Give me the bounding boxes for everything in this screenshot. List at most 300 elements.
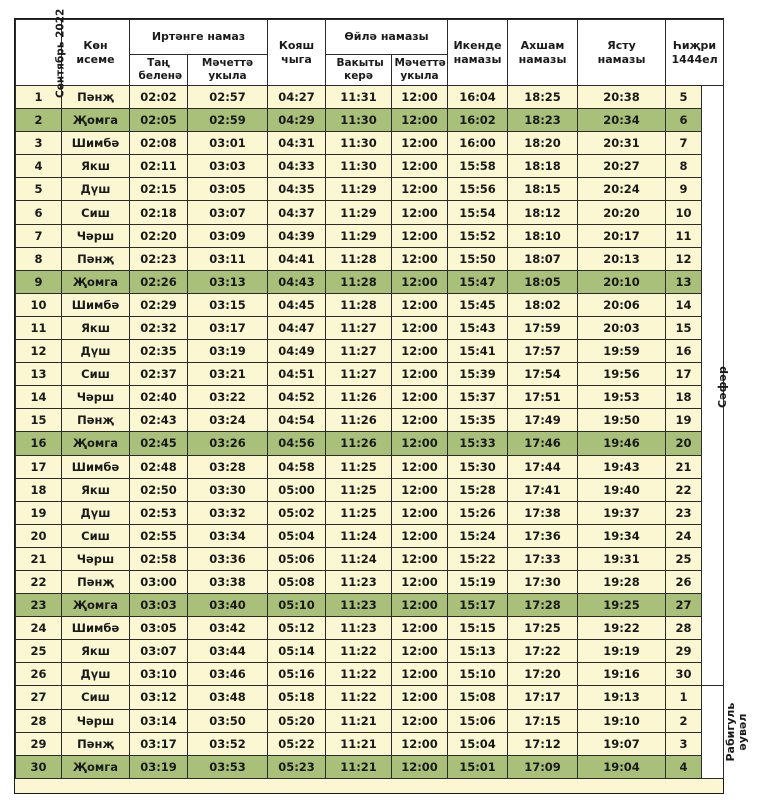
night-time: 20:34 [578, 109, 666, 132]
evening-time: 18:07 [508, 247, 578, 270]
morning-mosque-time: 03:53 [188, 755, 268, 778]
noon-mosque-time: 12:00 [392, 178, 448, 201]
noon-time: 11:27 [326, 316, 392, 339]
morning-mosque-time: 03:13 [188, 270, 268, 293]
day-number: 17 [16, 455, 62, 478]
header-time-enters: Вакыты керә [326, 55, 392, 86]
hijri-day: 14 [666, 293, 702, 316]
table-row [16, 270, 724, 293]
day-name: Пәнҗ [62, 86, 130, 109]
sunrise-time: 04:49 [268, 340, 326, 363]
sunrise-time: 04:54 [268, 409, 326, 432]
day-number: 19 [16, 501, 62, 524]
table-row [16, 201, 724, 224]
evening-time: 17:36 [508, 524, 578, 547]
noon-mosque-time: 12:00 [392, 547, 448, 570]
night-time: 19:34 [578, 524, 666, 547]
dawn-time: 02:15 [130, 178, 188, 201]
noon-time: 11:27 [326, 363, 392, 386]
afternoon-time: 15:04 [448, 732, 508, 755]
day-number: 30 [16, 755, 62, 778]
morning-mosque-time: 03:24 [188, 409, 268, 432]
morning-mosque-time: 03:22 [188, 386, 268, 409]
afternoon-time: 15:17 [448, 594, 508, 617]
noon-time: 11:30 [326, 155, 392, 178]
noon-time: 11:29 [326, 178, 392, 201]
morning-mosque-time: 03:05 [188, 178, 268, 201]
table-row [16, 132, 724, 155]
afternoon-time: 15:19 [448, 570, 508, 593]
header-day-name: Көн исеме [62, 20, 130, 86]
day-number: 7 [16, 224, 62, 247]
table-row [16, 247, 724, 270]
day-name: Пәнҗ [62, 409, 130, 432]
night-time: 20:24 [578, 178, 666, 201]
day-name: Шимбә [62, 617, 130, 640]
noon-mosque-time: 12:00 [392, 709, 448, 732]
morning-mosque-time: 03:38 [188, 570, 268, 593]
hijri-day: 23 [666, 501, 702, 524]
afternoon-time: 16:00 [448, 132, 508, 155]
afternoon-time: 16:02 [448, 109, 508, 132]
sunrise-time: 04:45 [268, 293, 326, 316]
morning-mosque-time: 03:26 [188, 432, 268, 455]
dawn-time: 03:12 [130, 686, 188, 709]
day-number: 14 [16, 386, 62, 409]
dawn-time: 02:45 [130, 432, 188, 455]
dawn-time: 02:23 [130, 247, 188, 270]
table-row [16, 478, 724, 501]
evening-time: 18:18 [508, 155, 578, 178]
header-afternoon: Икенде намазы [448, 20, 508, 86]
hijri-day: 3 [666, 732, 702, 755]
dawn-time: 02:55 [130, 524, 188, 547]
noon-time: 11:26 [326, 386, 392, 409]
morning-mosque-time: 03:11 [188, 247, 268, 270]
noon-time: 11:23 [326, 617, 392, 640]
day-number: 1 [16, 86, 62, 109]
evening-time: 17:57 [508, 340, 578, 363]
day-name: Чәрш [62, 547, 130, 570]
table-row [16, 570, 724, 593]
noon-mosque-time: 12:00 [392, 732, 448, 755]
dawn-time: 02:48 [130, 455, 188, 478]
noon-mosque-time: 12:00 [392, 247, 448, 270]
noon-mosque-time: 12:00 [392, 432, 448, 455]
noon-time: 11:21 [326, 709, 392, 732]
table-row [16, 409, 724, 432]
noon-time: 11:30 [326, 132, 392, 155]
morning-mosque-time: 03:42 [188, 617, 268, 640]
day-name: Якш [62, 478, 130, 501]
noon-mosque-time: 12:00 [392, 640, 448, 663]
dawn-time: 02:02 [130, 86, 188, 109]
sunrise-time: 05:14 [268, 640, 326, 663]
night-time: 19:37 [578, 501, 666, 524]
morning-mosque-time: 03:28 [188, 455, 268, 478]
table-row [16, 363, 724, 386]
sunrise-time: 04:47 [268, 316, 326, 339]
noon-time: 11:21 [326, 755, 392, 778]
dawn-time: 03:10 [130, 663, 188, 686]
table-row [16, 224, 724, 247]
noon-mosque-time: 12:00 [392, 594, 448, 617]
evening-time: 17:44 [508, 455, 578, 478]
header-noon: Өйлә намазы [326, 20, 448, 55]
sunrise-time: 04:31 [268, 132, 326, 155]
evening-time: 17:41 [508, 478, 578, 501]
night-time: 20:10 [578, 270, 666, 293]
table-row [16, 547, 724, 570]
night-time: 20:06 [578, 293, 666, 316]
afternoon-time: 15:35 [448, 409, 508, 432]
noon-time: 11:23 [326, 594, 392, 617]
noon-mosque-time: 12:00 [392, 617, 448, 640]
dawn-time: 02:26 [130, 270, 188, 293]
sunrise-time: 04:51 [268, 363, 326, 386]
night-time: 20:27 [578, 155, 666, 178]
sunrise-time: 04:35 [268, 178, 326, 201]
evening-time: 17:28 [508, 594, 578, 617]
noon-mosque-time: 12:00 [392, 109, 448, 132]
evening-time: 18:10 [508, 224, 578, 247]
day-number: 5 [16, 178, 62, 201]
evening-time: 17:20 [508, 663, 578, 686]
hijri-day: 13 [666, 270, 702, 293]
timetable-body [16, 86, 750, 779]
hijri-day: 11 [666, 224, 702, 247]
day-number: 27 [16, 686, 62, 709]
noon-mosque-time: 12:00 [392, 201, 448, 224]
noon-time: 11:25 [326, 501, 392, 524]
dawn-time: 02:08 [130, 132, 188, 155]
dawn-time: 02:37 [130, 363, 188, 386]
day-name: Дүш [62, 663, 130, 686]
day-number: 9 [16, 270, 62, 293]
hijri-day: 5 [666, 86, 702, 109]
noon-time: 11:26 [326, 409, 392, 432]
morning-mosque-time: 03:19 [188, 340, 268, 363]
night-time: 19:07 [578, 732, 666, 755]
table-row [16, 594, 724, 617]
noon-mosque-time: 12:00 [392, 501, 448, 524]
morning-mosque-time: 03:03 [188, 155, 268, 178]
day-name: Шимбә [62, 455, 130, 478]
morning-mosque-time: 02:59 [188, 109, 268, 132]
dawn-time: 02:20 [130, 224, 188, 247]
day-number: 24 [16, 617, 62, 640]
hijri-day: 21 [666, 455, 702, 478]
evening-time: 17:09 [508, 755, 578, 778]
noon-time: 11:25 [326, 478, 392, 501]
hijri-day: 26 [666, 570, 702, 593]
sunrise-time: 04:52 [268, 386, 326, 409]
table-row [16, 178, 724, 201]
noon-mosque-time: 12:00 [392, 455, 448, 478]
night-time: 19:31 [578, 547, 666, 570]
evening-time: 17:49 [508, 409, 578, 432]
dawn-time: 02:40 [130, 386, 188, 409]
dawn-time: 02:58 [130, 547, 188, 570]
evening-time: 18:02 [508, 293, 578, 316]
dawn-time: 02:50 [130, 478, 188, 501]
day-name: Якш [62, 316, 130, 339]
day-name: Дүш [62, 501, 130, 524]
table-row [16, 755, 724, 778]
night-time: 19:04 [578, 755, 666, 778]
morning-mosque-time: 03:17 [188, 316, 268, 339]
noon-mosque-time: 12:00 [392, 155, 448, 178]
day-name: Сиш [62, 686, 130, 709]
afternoon-time: 15:54 [448, 201, 508, 224]
hijri-day: 7 [666, 132, 702, 155]
table-row [16, 663, 724, 686]
day-name: Шимбә [62, 293, 130, 316]
sunrise-time: 05:12 [268, 617, 326, 640]
table-row [16, 455, 724, 478]
evening-time: 17:17 [508, 686, 578, 709]
hijri-day: 29 [666, 640, 702, 663]
header-mosque-read-noon: Мәчеттә укыла [392, 55, 448, 86]
afternoon-time: 15:13 [448, 640, 508, 663]
day-number: 28 [16, 709, 62, 732]
day-number: 26 [16, 663, 62, 686]
morning-mosque-time: 03:15 [188, 293, 268, 316]
afternoon-time: 15:06 [448, 709, 508, 732]
hijri-day: 16 [666, 340, 702, 363]
afternoon-time: 15:52 [448, 224, 508, 247]
afternoon-time: 15:24 [448, 524, 508, 547]
hijri-day: 8 [666, 155, 702, 178]
table-row [16, 386, 724, 409]
dawn-time: 02:29 [130, 293, 188, 316]
night-time: 19:43 [578, 455, 666, 478]
evening-time: 17:38 [508, 501, 578, 524]
day-name: Дүш [62, 340, 130, 363]
hijri-day: 18 [666, 386, 702, 409]
morning-mosque-time: 03:21 [188, 363, 268, 386]
sunrise-time: 04:41 [268, 247, 326, 270]
morning-mosque-time: 03:32 [188, 501, 268, 524]
evening-time: 17:33 [508, 547, 578, 570]
night-time: 19:56 [578, 363, 666, 386]
day-name: Җомга [62, 270, 130, 293]
night-time: 19:53 [578, 386, 666, 409]
day-number: 13 [16, 363, 62, 386]
day-name: Җомга [62, 594, 130, 617]
evening-time: 17:12 [508, 732, 578, 755]
sunrise-time: 05:04 [268, 524, 326, 547]
sunrise-time: 05:02 [268, 501, 326, 524]
day-number: 2 [16, 109, 62, 132]
afternoon-time: 15:22 [448, 547, 508, 570]
noon-mosque-time: 12:00 [392, 224, 448, 247]
sunrise-time: 05:06 [268, 547, 326, 570]
hijri-day: 9 [666, 178, 702, 201]
evening-time: 18:23 [508, 109, 578, 132]
table-row [16, 524, 724, 547]
night-time: 20:17 [578, 224, 666, 247]
morning-mosque-time: 03:48 [188, 686, 268, 709]
day-number: 4 [16, 155, 62, 178]
night-time: 20:13 [578, 247, 666, 270]
noon-time: 11:22 [326, 663, 392, 686]
night-time: 19:46 [578, 432, 666, 455]
day-name: Җомга [62, 432, 130, 455]
hijri-day: 28 [666, 617, 702, 640]
hijri-day: 20 [666, 432, 702, 455]
noon-time: 11:28 [326, 270, 392, 293]
sunrise-time: 05:10 [268, 594, 326, 617]
day-name: Җомга [62, 755, 130, 778]
sunrise-time: 05:18 [268, 686, 326, 709]
timetable [15, 8, 750, 779]
dawn-time: 02:32 [130, 316, 188, 339]
day-name: Шимбә [62, 132, 130, 155]
afternoon-time: 15:08 [448, 686, 508, 709]
day-name: Чәрш [62, 709, 130, 732]
dawn-time: 02:53 [130, 501, 188, 524]
morning-mosque-time: 03:44 [188, 640, 268, 663]
table-row [16, 617, 724, 640]
noon-mosque-time: 12:00 [392, 340, 448, 363]
dawn-time: 03:05 [130, 617, 188, 640]
sunrise-time: 05:08 [268, 570, 326, 593]
day-name: Чәрш [62, 224, 130, 247]
noon-time: 11:29 [326, 201, 392, 224]
noon-time: 11:29 [326, 224, 392, 247]
table-row [16, 432, 724, 455]
morning-mosque-time: 03:46 [188, 663, 268, 686]
day-number: 12 [16, 340, 62, 363]
table-row [16, 316, 724, 339]
noon-time: 11:28 [326, 293, 392, 316]
header-month-year: Сентябрь 2022 [16, 20, 62, 86]
afternoon-time: 15:15 [448, 617, 508, 640]
table-row [16, 109, 724, 132]
morning-mosque-time: 03:36 [188, 547, 268, 570]
morning-mosque-time: 03:40 [188, 594, 268, 617]
noon-mosque-time: 12:00 [392, 363, 448, 386]
day-name: Пәнҗ [62, 570, 130, 593]
month-label-safar: Сәфәр [702, 86, 724, 686]
day-number: 20 [16, 524, 62, 547]
night-time: 20:20 [578, 201, 666, 224]
evening-time: 17:30 [508, 570, 578, 593]
noon-time: 11:24 [326, 547, 392, 570]
day-number: 22 [16, 570, 62, 593]
noon-mosque-time: 12:00 [392, 478, 448, 501]
night-time: 19:25 [578, 594, 666, 617]
day-number: 6 [16, 201, 62, 224]
evening-time: 18:25 [508, 86, 578, 109]
evening-time: 17:51 [508, 386, 578, 409]
sunrise-time: 04:58 [268, 455, 326, 478]
afternoon-time: 15:50 [448, 247, 508, 270]
sunrise-time: 04:43 [268, 270, 326, 293]
table-row [16, 686, 724, 709]
hijri-day: 6 [666, 109, 702, 132]
dawn-time: 02:35 [130, 340, 188, 363]
sunrise-time: 05:20 [268, 709, 326, 732]
sunrise-time: 05:22 [268, 732, 326, 755]
evening-time: 17:54 [508, 363, 578, 386]
sunrise-time: 04:33 [268, 155, 326, 178]
hijri-day: 19 [666, 409, 702, 432]
noon-mosque-time: 12:00 [392, 270, 448, 293]
night-time: 20:03 [578, 316, 666, 339]
header-hijri: Һиҗри 1444ел [666, 20, 724, 86]
morning-mosque-time: 03:01 [188, 132, 268, 155]
day-number: 23 [16, 594, 62, 617]
morning-mosque-time: 03:52 [188, 732, 268, 755]
day-name: Якш [62, 640, 130, 663]
afternoon-time: 15:43 [448, 316, 508, 339]
noon-mosque-time: 12:00 [392, 524, 448, 547]
hijri-day: 17 [666, 363, 702, 386]
table-row [16, 340, 724, 363]
day-number: 8 [16, 247, 62, 270]
day-number: 25 [16, 640, 62, 663]
night-time: 19:50 [578, 409, 666, 432]
hijri-day: 12 [666, 247, 702, 270]
night-time: 19:22 [578, 617, 666, 640]
sunrise-time: 04:27 [268, 86, 326, 109]
evening-time: 18:15 [508, 178, 578, 201]
hijri-day: 30 [666, 663, 702, 686]
noon-time: 11:22 [326, 686, 392, 709]
dawn-time: 02:11 [130, 155, 188, 178]
sunrise-time: 05:00 [268, 478, 326, 501]
afternoon-time: 15:58 [448, 155, 508, 178]
noon-mosque-time: 12:00 [392, 409, 448, 432]
noon-mosque-time: 12:00 [392, 686, 448, 709]
sunrise-time: 04:39 [268, 224, 326, 247]
night-time: 19:19 [578, 640, 666, 663]
afternoon-time: 15:39 [448, 363, 508, 386]
hijri-day: 4 [666, 755, 702, 778]
noon-mosque-time: 12:00 [392, 293, 448, 316]
table-row [16, 293, 724, 316]
dawn-time: 03:07 [130, 640, 188, 663]
table-row [16, 86, 724, 109]
header-sunrise: Кояш чыга [268, 20, 326, 86]
evening-time: 18:12 [508, 201, 578, 224]
morning-mosque-time: 03:30 [188, 478, 268, 501]
sunrise-time: 04:37 [268, 201, 326, 224]
month-label-rabi: Рабигуль әувәл [702, 686, 724, 778]
hijri-day: 25 [666, 547, 702, 570]
day-number: 18 [16, 478, 62, 501]
afternoon-time: 15:45 [448, 293, 508, 316]
header-mosque-read: Мәчеттә укыла [188, 55, 268, 86]
noon-time: 11:21 [326, 732, 392, 755]
afternoon-time: 15:26 [448, 501, 508, 524]
noon-time: 11:30 [326, 109, 392, 132]
noon-time: 11:24 [326, 524, 392, 547]
day-number: 3 [16, 132, 62, 155]
hijri-day: 27 [666, 594, 702, 617]
evening-time: 17:22 [508, 640, 578, 663]
morning-mosque-time: 03:50 [188, 709, 268, 732]
night-time: 19:28 [578, 570, 666, 593]
noon-mosque-time: 12:00 [392, 755, 448, 778]
dawn-time: 03:00 [130, 570, 188, 593]
dawn-time: 02:43 [130, 409, 188, 432]
noon-mosque-time: 12:00 [392, 663, 448, 686]
noon-time: 11:26 [326, 432, 392, 455]
evening-time: 17:15 [508, 709, 578, 732]
